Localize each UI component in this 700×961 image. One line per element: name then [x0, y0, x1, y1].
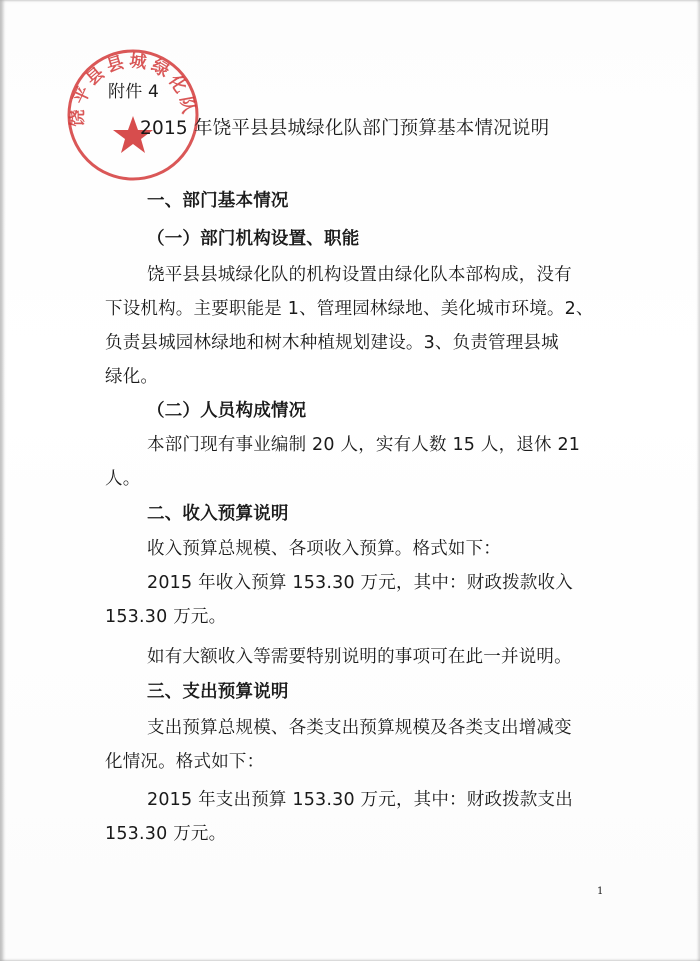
attachment-label: 附件 4: [108, 82, 160, 102]
paragraph-line: 2015 年支出预算 153.30 万元，其中：财政拨款支出: [147, 790, 573, 810]
subsection-heading: （一）部门机构设置、职能: [147, 229, 360, 249]
paragraph-line: 化情况。格式如下：: [105, 752, 265, 772]
page-title: 2015 年饶平县县城绿化队部门预算基本情况说明: [140, 118, 550, 139]
svg-text:饶平县县城绿化队: 饶平县县城绿化队: [67, 51, 199, 127]
paragraph-line: 收入预算总规模、各项收入预算。格式如下：: [147, 539, 501, 559]
section-heading: 一、部门基本情况: [147, 191, 289, 211]
paragraph-line: 如有大额收入等需要特别说明的事项可在此一并说明。: [147, 647, 572, 667]
section-heading: 三、支出预算说明: [147, 682, 289, 702]
paragraph-line: 153.30 万元。: [105, 607, 227, 627]
paragraph-line: 人。: [105, 469, 141, 489]
paragraph-line: 2015 年收入预算 153.30 万元，其中：财政拨款收入: [147, 573, 573, 593]
paragraph-line: 饶平县县城绿化队的机构设置由绿化队本部构成，没有: [147, 265, 572, 285]
paragraph-line: 负责县城园林绿地和树木种植规划建设。3、负责管理县城: [105, 333, 559, 353]
subsection-heading: （二）人员构成情况: [147, 401, 307, 421]
official-seal: [62, 44, 204, 186]
paragraph-line: 支出预算总规模、各类支出预算规模及各类支出增减变: [147, 718, 572, 738]
paragraph-line: 本部门现有事业编制 20 人，实有人数 15 人，退休 21: [147, 435, 581, 455]
paragraph-line: 下设机构。主要职能是 1、管理园林绿地、美化城市环境。2、: [105, 299, 594, 319]
section-heading: 二、收入预算说明: [147, 504, 289, 524]
page-number: 1: [597, 886, 604, 897]
paragraph-line: 绿化。: [105, 367, 159, 387]
paragraph-line: 153.30 万元。: [105, 824, 227, 844]
